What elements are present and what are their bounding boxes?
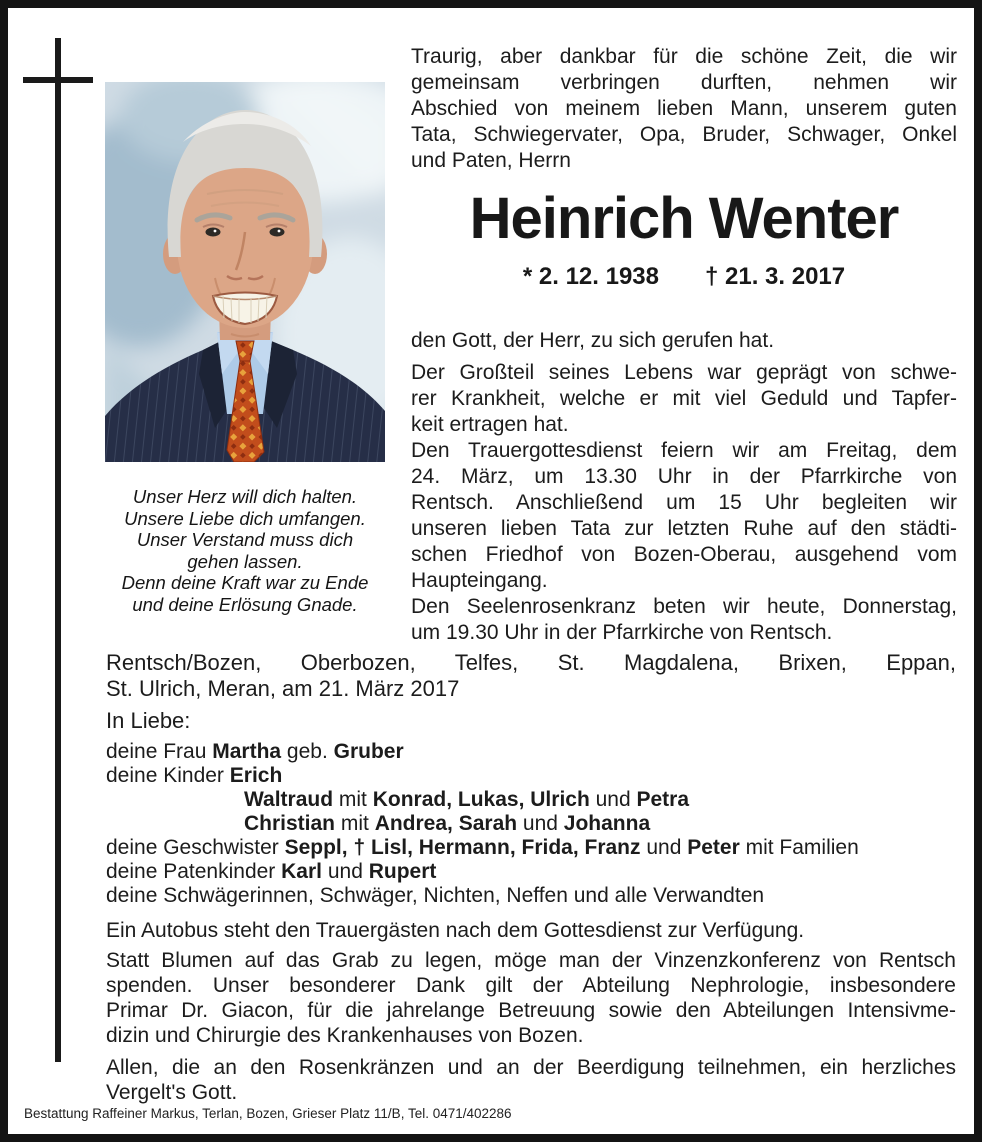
family-name: Konrad, Lukas, Ulrich [372,788,590,811]
text-line: Abschied von meinem lieben Mann, unserem guten [411,97,957,120]
cross-icon [55,38,61,1062]
funeral-service-paragraph [411,438,957,594]
text-line: Den Trauergottesdienst feiern wir am Freitag, dem [411,439,957,462]
rosary-paragraph [411,594,957,646]
family-text: und [517,812,564,835]
portrait-photo [105,82,385,462]
text-line: gemeinsam verbringen durften, nehmen wir [411,71,957,94]
family-name: Johanna [563,812,651,835]
portrait-illustration [105,82,385,462]
family-name: Andrea, Sarah [374,812,518,835]
family-text: deine Patenkinder [106,860,282,883]
birth-date: * 2. 12. 1938 [522,263,659,290]
text-line: dizin und Chirurgie des Krankenhauses von Bozen. [106,1024,584,1047]
life-dates [411,262,957,292]
text-line: und Paten, Herrn [411,149,571,172]
family-line [106,884,956,908]
text-line: Ein Autobus steht den Trauergästen nach dem Gottesdienst zur Verfügung. [106,919,805,942]
family-name: Martha [212,740,282,763]
cross-icon [23,77,93,83]
thanks-note [106,1055,956,1105]
text-line: Unser Herz will dich halten. [132,486,358,507]
family-text: und [640,836,688,859]
announcement-column [411,44,957,646]
family-name: Karl [281,860,322,883]
text-line: Unser Verstand muss dich [136,529,354,550]
family-name: Rupert [368,860,437,883]
family-text: mit [335,812,375,835]
text-line: Tata, Schwiegervater, Opa, Bruder, Schwager, Onkel [411,123,957,146]
text-line: 24. März, um 13.30 Uhr in der Pfarrkirche von [411,465,957,488]
bus-note [106,918,956,943]
family-line [106,740,956,764]
text-line: Traurig, aber dankbar für die schöne Zeit, die wir [411,45,957,68]
family-name: Gruber [333,740,404,763]
text-line: spenden. Unser besonderer Dank gilt der Abteilung Nephrologie, insbesondere [106,974,956,997]
family-text: mit [333,788,373,811]
family-text: und [322,860,369,883]
intro-paragraph [411,44,957,174]
in-love-label: In Liebe: [106,708,191,733]
text-line: Haupteingang. [411,569,548,592]
family-line [106,788,956,812]
text-line: Primar Dr. Giacon, für die jahrelange Betreuung sowie den Abteilungen Intensivme- [106,999,956,1022]
illness-paragraph [411,360,957,438]
family-name: Petra [636,788,690,811]
called-by-god-line: den Gott, der Herr, zu sich gerufen hat. [411,329,775,352]
text-line: Den Seelenrosenkranz beten wir heute, Donnerstag, [411,595,957,618]
text-line: gehen lassen. [187,550,303,572]
funeral-home-footer: Bestattung Raffeiner Markus, Terlan, Bozen, Grieser Platz 11/B, Tel. 0471/402286 [24,1106,512,1121]
text-line: Rentsch. Anschließend um 15 Uhr begleiten wir [411,491,957,514]
memorial-poem [85,486,405,615]
family-list [106,740,956,908]
family-line [106,860,956,884]
family-line [106,836,956,860]
family-text: deine Geschwister [106,836,285,859]
text-line: um 19.30 Uhr in der Pfarrkirche von Rentsch. [411,621,833,644]
family-line [106,764,956,788]
text-line: und deine Erlösung Gnade. [132,593,358,615]
text-line: Rentsch/Bozen, Oberbozen, Telfes, St. Magdalena, Brixen, Eppan, [106,650,956,675]
places-date-line [106,650,956,702]
text-line: St. Ulrich, Meran, am 21. März 2017 [106,676,460,701]
text-line: Unsere Liebe dich umfangen. [124,507,366,529]
death-date: † 21. 3. 2017 [705,263,846,290]
text-line: unseren lieben Tata zur letzten Ruhe auf den städti- [411,517,957,540]
text-line: keit ertragen hat. [411,413,569,436]
deceased-name: Heinrich Wenter [469,186,899,251]
family-text: und [589,788,637,811]
family-name: Seppl, † Lisl, Hermann, Frida, Franz [284,836,641,859]
family-text: deine Schwägerinnen, Schwäger, Nichten, Neffen und alle Verwandten [106,884,765,907]
text-line: Der Großteil seines Lebens war geprägt von schwe- [411,361,957,384]
text-line: schen Friedhof von Bozen-Oberau, ausgehend vom [411,543,957,566]
family-section [106,650,956,1105]
text-line: Statt Blumen auf das Grab zu legen, möge man der Vinzenzkonferenz von Rentsch [106,949,956,972]
family-name: Erich [229,764,283,787]
family-name: Christian [244,812,336,835]
family-text: geb. [281,740,334,763]
donation-note [106,948,956,1048]
family-line [106,812,956,836]
text-line: Allen, die an den Rosenkränzen und an der Beerdigung teilnehmen, ein herzliches [106,1056,956,1079]
family-name: Peter [687,836,740,859]
family-text: deine Kinder [106,764,230,787]
text-line: rer Krankheit, welche er mit viel Geduld und Tapfer- [411,387,957,410]
family-text: deine Frau [106,740,213,763]
text-line: Denn deine Kraft war zu Ende [121,572,369,593]
text-line: Vergelt's Gott. [106,1081,238,1104]
family-text: mit Familien [739,836,859,859]
family-name: Waltraud [244,788,334,811]
